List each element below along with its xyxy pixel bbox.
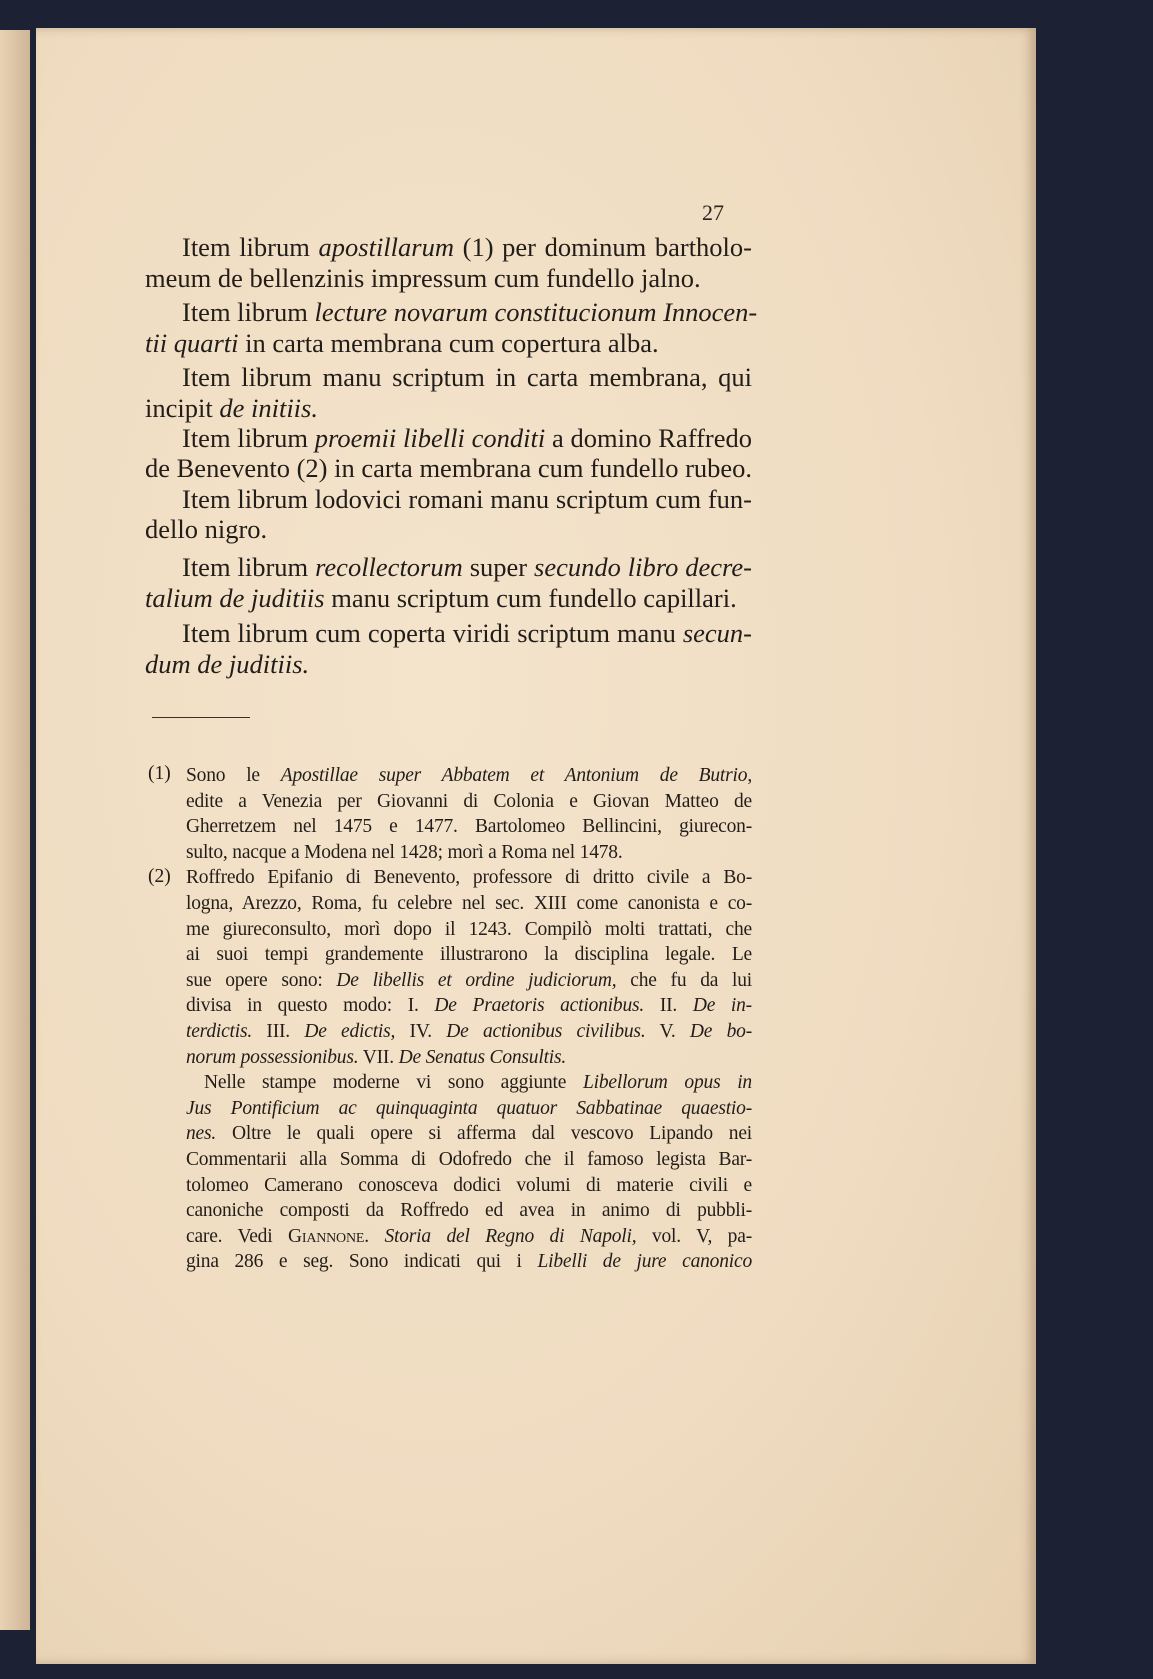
footnote-line bbox=[186, 865, 752, 891]
text-run: VII. bbox=[358, 1047, 399, 1068]
footnote-line bbox=[186, 840, 752, 866]
text-run: Apostillae super Abbatem et Antonium de Butrio bbox=[280, 765, 748, 786]
text-run: ai suoi tempi grandemente illustrarono la disciplina legale. Le bbox=[186, 944, 752, 965]
text-line bbox=[145, 262, 752, 294]
text-run: me giureconsulto, morì dopo il 1243. Compilò molti trattati, che bbox=[186, 919, 752, 940]
page-number: 27 bbox=[702, 200, 724, 225]
text-run: Item librum cum coperta viridi scriptum manu bbox=[182, 618, 683, 648]
text-line bbox=[182, 422, 752, 454]
text-line bbox=[145, 327, 752, 359]
text-run: secun- bbox=[682, 618, 752, 648]
text-run: de initiis. bbox=[219, 393, 318, 423]
footnote-line bbox=[186, 1045, 752, 1071]
footnote-mark-2: (2) bbox=[148, 866, 171, 887]
footnote-line bbox=[186, 814, 752, 840]
text-run: De Praetoris actionibus. bbox=[434, 995, 645, 1016]
footnote-line bbox=[186, 1019, 752, 1045]
text-run: super bbox=[462, 552, 535, 582]
footnote-line bbox=[186, 891, 752, 917]
text-run: apostillarum bbox=[318, 232, 454, 262]
footnote-line bbox=[186, 942, 752, 968]
text-line bbox=[145, 452, 752, 484]
text-run: talium de juditiis bbox=[145, 583, 325, 613]
text-line bbox=[145, 648, 752, 680]
text-run: manu scriptum cum fundello capillari. bbox=[324, 583, 737, 613]
text-run: care. Vedi bbox=[186, 1226, 288, 1247]
text-run: Roffredo Epifanio di Benevento, professore di dritto civile a Bo- bbox=[186, 867, 752, 888]
text-run: vol. V, pa- bbox=[636, 1226, 752, 1247]
text-run: III. bbox=[252, 1021, 305, 1042]
text-run: meum de bellenzinis impressum cum fundello jalno. bbox=[145, 263, 701, 293]
footnote-line bbox=[186, 789, 752, 815]
footnote-line bbox=[186, 1173, 752, 1199]
text-run: De edictis, bbox=[304, 1021, 396, 1042]
text-run: norum possessionibus. bbox=[186, 1047, 359, 1068]
text-run: Item librum bbox=[182, 423, 315, 453]
text-run: IV. bbox=[395, 1021, 447, 1042]
text-line bbox=[182, 551, 752, 583]
text-run: Item librum bbox=[182, 232, 319, 262]
text-line bbox=[145, 513, 752, 545]
text-run: Libellorum opus in bbox=[582, 1072, 752, 1093]
text-run: proemii libelli conditi bbox=[314, 423, 546, 453]
text-run bbox=[369, 1226, 385, 1247]
text-run: De libellis et ordine judiciorum, bbox=[336, 970, 617, 991]
footnote-separator bbox=[152, 717, 250, 718]
text-run: Libelli de jure canonico bbox=[537, 1251, 752, 1272]
text-line bbox=[182, 483, 752, 515]
footnote-line bbox=[186, 1096, 752, 1122]
text-run: terdictis. bbox=[186, 1021, 253, 1042]
text-line bbox=[182, 296, 758, 328]
text-run: lecture novarum constitucionum Innocen- bbox=[314, 297, 758, 327]
text-run: tii quarti bbox=[145, 328, 239, 358]
text-run: logna, Arezzo, Roma, fu celebre nel sec. XIII come canonista e co- bbox=[186, 893, 752, 914]
text-run: II. bbox=[644, 995, 693, 1016]
text-run: Commentarii alla Somma di Odofredo che il famoso legista Bar- bbox=[186, 1149, 752, 1170]
text-run: De bo- bbox=[689, 1021, 752, 1042]
text-run: de Benevento (2) in carta membrana cum fundello rubeo. bbox=[145, 453, 753, 483]
footnote-line bbox=[186, 917, 752, 943]
text-run: De in- bbox=[692, 995, 752, 1016]
footnote-line bbox=[186, 968, 752, 994]
text-run: V. bbox=[645, 1021, 690, 1042]
footnote-line bbox=[186, 1121, 752, 1147]
text-run: nes. bbox=[186, 1123, 217, 1144]
previous-page-edge bbox=[0, 30, 30, 1630]
text-run: De Senatus Consultis. bbox=[398, 1047, 567, 1068]
text-run: a domino Raffredo bbox=[545, 423, 752, 453]
text-run: Nelle stampe moderne vi sono aggiunte bbox=[204, 1072, 583, 1093]
footnote-line bbox=[186, 993, 752, 1019]
footnote-line bbox=[186, 763, 752, 789]
text-run: Item librum lodovici romani manu scriptum cum fun- bbox=[182, 484, 752, 514]
text-run: edite a Venezia per Giovanni di Colonia e Giovan Matteo de bbox=[186, 791, 752, 812]
footnote-line bbox=[186, 1249, 752, 1275]
text-line bbox=[182, 361, 752, 393]
text-run: secundo libro decre- bbox=[534, 552, 752, 582]
text-run: Gherretzem nel 1475 e 1477. Bartolomeo Bellincini, giurecon- bbox=[186, 816, 752, 837]
text-run: Item librum bbox=[182, 552, 316, 582]
text-run: tolomeo Camerano conosceva dodici volumi di materie civili e bbox=[186, 1175, 752, 1196]
text-run: sue opere sono: bbox=[186, 970, 337, 991]
text-run: De actionibus civilibus. bbox=[446, 1021, 646, 1042]
text-run: Jus Pontificium ac quinquaginta quatuor Sabbatinae quaestio- bbox=[186, 1098, 752, 1119]
footnote-line bbox=[204, 1070, 752, 1096]
footnote-line bbox=[186, 1198, 752, 1224]
text-run: Oltre le quali opere si afferma dal vescovo Lipando nei bbox=[216, 1123, 752, 1144]
footnote-line bbox=[186, 1147, 752, 1173]
text-run: recollectorum bbox=[315, 552, 463, 582]
footnote-line bbox=[186, 1224, 752, 1250]
text-run: gina 286 e seg. Sono indicati qui i bbox=[186, 1251, 538, 1272]
text-run: incipit bbox=[145, 393, 220, 423]
text-run: Item librum bbox=[182, 297, 315, 327]
text-run: dum de juditiis. bbox=[145, 649, 310, 679]
footnote-mark-1: (1) bbox=[148, 763, 171, 784]
text-run: (1) per dominum bartholo- bbox=[453, 232, 752, 262]
text-run: Giannone. bbox=[287, 1226, 369, 1247]
text-run: Sono le bbox=[186, 765, 281, 786]
text-run: Storia del Regno di Napoli, bbox=[384, 1226, 637, 1247]
text-run: sulto, nacque a Modena nel 1428; morì a Roma nel 1478. bbox=[186, 842, 623, 863]
text-run: in carta membrana cum copertura alba. bbox=[238, 328, 659, 358]
text-line bbox=[182, 231, 752, 263]
text-run: , bbox=[747, 765, 752, 786]
text-run: divisa in questo modo: I. bbox=[186, 995, 435, 1016]
text-run: dello nigro. bbox=[145, 514, 268, 544]
text-run: canoniche composti da Roffredo ed avea in animo di pubbli- bbox=[186, 1200, 752, 1221]
text-line bbox=[145, 392, 752, 424]
text-line bbox=[182, 617, 752, 649]
text-line bbox=[145, 582, 752, 614]
text-run: che fu da lui bbox=[616, 970, 753, 991]
text-run: Item librum manu scriptum in carta membrana, qui bbox=[182, 362, 752, 392]
